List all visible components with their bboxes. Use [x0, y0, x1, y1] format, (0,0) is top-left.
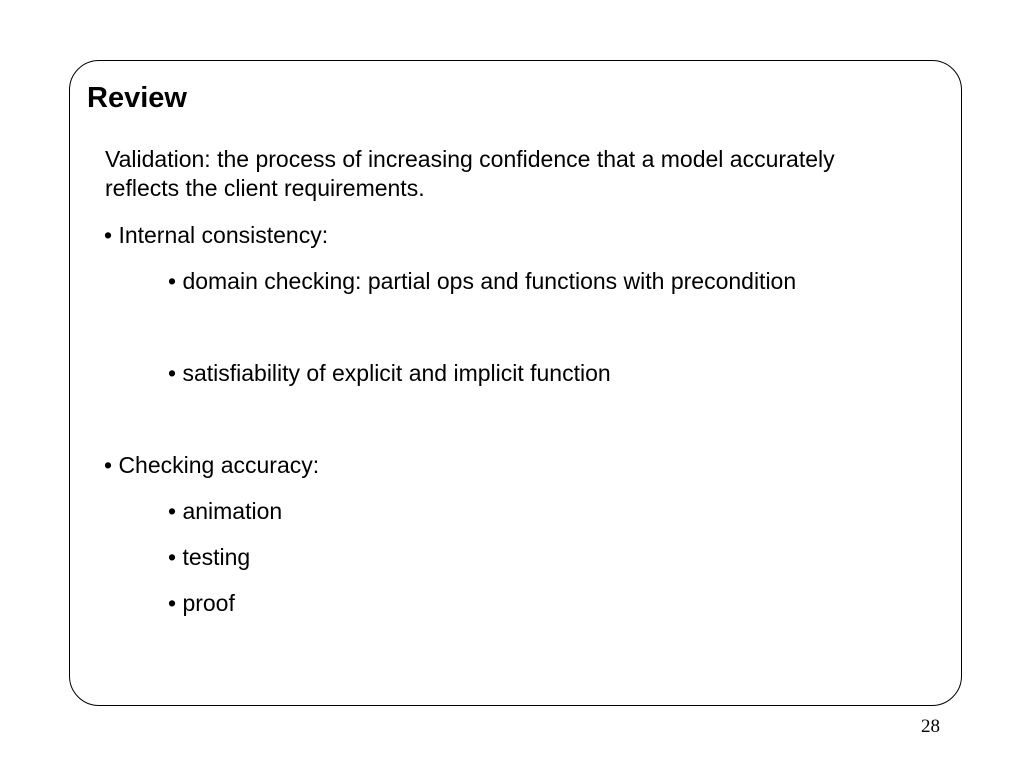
bullet-checking-accuracy: • Checking accuracy: — [104, 452, 320, 478]
sub-bullet-proof: • proof — [168, 590, 235, 616]
sub-bullet-animation: • animation — [168, 498, 283, 524]
page-number: 28 — [921, 716, 940, 737]
sub-bullet-testing: • testing — [168, 544, 251, 570]
bullet-internal-consistency: • Internal consistency: — [104, 222, 329, 248]
sub-bullet-satisfiability: • satisfiability of explicit and implicit function — [168, 360, 611, 386]
sub-bullet-domain-checking: • domain checking: partial ops and functions with precondition — [168, 268, 797, 294]
intro-text-line-1: Validation: the process of increasing confidence that a model accurately — [105, 146, 835, 172]
intro-text-line-2: reflects the client requirements. — [105, 175, 425, 201]
slide-title: Review — [87, 82, 187, 114]
